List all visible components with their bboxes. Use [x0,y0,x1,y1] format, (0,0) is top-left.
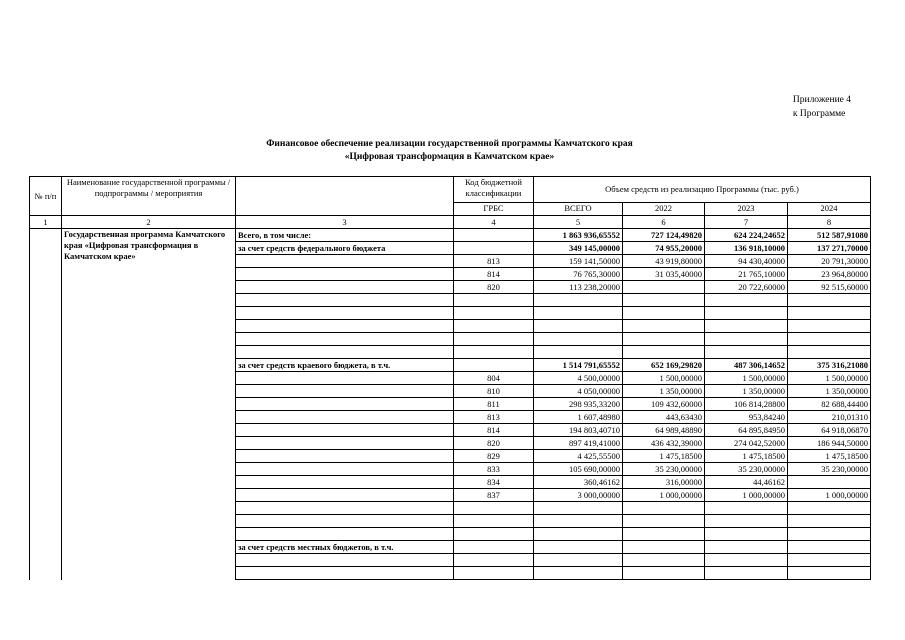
grbs-code [454,567,534,580]
grbs-code [454,333,534,346]
value-2023 [705,320,788,333]
source-label [236,255,454,268]
source-label [236,502,454,515]
value-2022: 443,63430 [623,411,705,424]
value-2022: 109 432,60000 [623,398,705,411]
source-label [236,437,454,450]
total-value [534,515,623,528]
source-label [236,281,454,294]
source-label [236,528,454,541]
grbs-code: 810 [454,385,534,398]
source-label [236,333,454,346]
header-2023: 2023 [705,202,788,215]
value-2024 [788,346,871,359]
value-2022 [623,528,705,541]
value-2022: 64 989,48890 [623,424,705,437]
source-label [236,450,454,463]
header-2024: 2024 [788,202,871,215]
value-2024 [788,541,871,554]
program-name: Государственная программа Камчатского края «Цифровая трансформация в Камчатском крае» [62,229,236,580]
value-2022 [623,320,705,333]
value-2023 [705,554,788,567]
value-2022: 74 955,20000 [623,242,705,255]
value-2024: 23 964,80000 [788,268,871,281]
header-grbs: ГРБС [454,202,534,215]
grbs-code: 811 [454,398,534,411]
total-value: 194 803,40710 [534,424,623,437]
value-2023: 1 350,00000 [705,385,788,398]
header-2022: 2022 [623,202,705,215]
grbs-code [454,359,534,372]
total-value [534,567,623,580]
source-label [236,385,454,398]
header-num: № п/п [30,177,62,216]
value-2023: 1 500,00000 [705,372,788,385]
total-value [534,307,623,320]
header-row-numbers [30,216,871,229]
value-2023 [705,515,788,528]
value-2024: 1 500,00000 [788,372,871,385]
value-2023 [705,502,788,515]
total-value: 3 000,00000 [534,489,623,502]
value-2023: 1 000,00000 [705,489,788,502]
source-label [236,294,454,307]
value-2023 [705,528,788,541]
source-label [236,424,454,437]
value-2022 [623,515,705,528]
value-2022 [623,541,705,554]
value-2024: 186 944,50000 [788,437,871,450]
source-label: за счет средств федерального бюджета [236,242,454,255]
total-value [534,502,623,515]
document-title [0,138,905,164]
value-2023: 44,46162 [705,476,788,489]
source-label: за счет средств краевого бюджета, в т.ч. [236,359,454,372]
source-label [236,372,454,385]
col-num-4: 4 [454,216,534,229]
value-2023 [705,346,788,359]
value-2022: 727 124,49820 [623,229,705,242]
appendix-note [793,93,851,121]
grbs-code: 813 [454,255,534,268]
value-2024 [788,476,871,489]
value-2022 [623,567,705,580]
source-label [236,346,454,359]
value-2022: 1 000,00000 [623,489,705,502]
total-value [534,346,623,359]
value-2023 [705,307,788,320]
value-2022 [623,281,705,294]
source-label [236,268,454,281]
col-num-5: 5 [534,216,623,229]
total-value: 113 238,20000 [534,281,623,294]
value-2023 [705,333,788,346]
col-num-2: 2 [62,216,236,229]
total-value: 4 425,55500 [534,450,623,463]
total-value [534,294,623,307]
grbs-code: 829 [454,450,534,463]
value-2022 [623,333,705,346]
value-2023: 1 475,18500 [705,450,788,463]
total-value: 1 863 936,65552 [534,229,623,242]
total-value: 76 765,30000 [534,268,623,281]
col-num-8: 8 [788,216,871,229]
value-2022: 652 169,29820 [623,359,705,372]
total-value: 349 145,00000 [534,242,623,255]
grbs-code [454,528,534,541]
value-2024 [788,294,871,307]
value-2023: 624 224,24652 [705,229,788,242]
grbs-code [454,541,534,554]
source-label [236,463,454,476]
source-label [236,411,454,424]
header-code: Код бюджетной классификации [454,177,534,203]
value-2024: 64 918,06870 [788,424,871,437]
grbs-code [454,346,534,359]
grbs-code [454,554,534,567]
value-2022: 436 432,39000 [623,437,705,450]
value-2022: 316,00000 [623,476,705,489]
value-2024 [788,567,871,580]
value-2024 [788,333,871,346]
value-2023: 136 918,10000 [705,242,788,255]
source-label [236,567,454,580]
value-2022: 31 035,40000 [623,268,705,281]
value-2022 [623,554,705,567]
grbs-code [454,515,534,528]
source-label [236,320,454,333]
total-value: 298 935,33200 [534,398,623,411]
value-2024: 82 688,44400 [788,398,871,411]
total-value [534,528,623,541]
value-2024 [788,528,871,541]
header-volume: Объем средств из реализацию Программы (тыс. руб.) [534,177,871,203]
grbs-code [454,229,534,242]
value-2024: 137 271,70000 [788,242,871,255]
header-blank [236,177,454,216]
grbs-code: 814 [454,268,534,281]
grbs-code: 813 [454,411,534,424]
value-2022: 1 500,00000 [623,372,705,385]
grbs-code: 820 [454,437,534,450]
total-value: 1 514 791,65552 [534,359,623,372]
appendix-line-2: к Программе [792,109,846,119]
financing-table [29,176,871,580]
value-2023: 487 306,14652 [705,359,788,372]
total-value: 360,46162 [534,476,623,489]
grbs-code: 837 [454,489,534,502]
total-value: 897 419,41000 [534,437,623,450]
value-2023: 64 895,84950 [705,424,788,437]
value-2022 [623,346,705,359]
table-row [30,229,871,242]
source-label [236,476,454,489]
grbs-code: 833 [454,463,534,476]
total-value [534,541,623,554]
value-2023 [705,541,788,554]
value-2024: 35 230,00000 [788,463,871,476]
value-2023 [705,294,788,307]
value-2024: 375 316,21080 [788,359,871,372]
value-2024: 1 000,00000 [788,489,871,502]
value-2024 [788,307,871,320]
value-2022: 1 350,00000 [623,385,705,398]
value-2022: 35 230,00000 [623,463,705,476]
value-2022: 43 919,80000 [623,255,705,268]
appendix-line-1: Приложение 4 [792,95,851,105]
source-label: Всего, в том числе: [236,229,454,242]
value-2024: 92 515,60000 [788,281,871,294]
value-2022: 1 475,18500 [623,450,705,463]
value-2023: 21 765,10000 [705,268,788,281]
col-num-7: 7 [705,216,788,229]
col-num-1: 1 [30,216,62,229]
grbs-code: 804 [454,372,534,385]
value-2023: 274 042,52000 [705,437,788,450]
grbs-code [454,242,534,255]
header-name: Наименование государственной программы / подпрограммы / мероприятия [62,177,236,216]
total-value [534,333,623,346]
col-num-6: 6 [623,216,705,229]
grbs-code [454,294,534,307]
value-2023: 20 722,60000 [705,281,788,294]
value-2024: 1 350,00000 [788,385,871,398]
value-2023 [705,567,788,580]
total-value: 4 050,00000 [534,385,623,398]
grbs-code: 820 [454,281,534,294]
row-number-cell [30,229,62,580]
value-2024: 512 587,91080 [788,229,871,242]
total-value: 4 500,00000 [534,372,623,385]
header-row-1 [30,177,871,203]
value-2022 [623,307,705,320]
grbs-code: 814 [454,424,534,437]
title-line-1: Финансовое обеспечение реализации государственной программы Камчатского края [266,139,633,149]
total-value: 1 607,48980 [534,411,623,424]
value-2024 [788,554,871,567]
total-value: 159 141,50000 [534,255,623,268]
source-label [236,489,454,502]
value-2023: 35 230,00000 [705,463,788,476]
value-2024 [788,320,871,333]
grbs-code: 834 [454,476,534,489]
value-2023: 106 814,28800 [705,398,788,411]
total-value [534,554,623,567]
value-2024 [788,502,871,515]
grbs-code [454,502,534,515]
value-2023: 953,84240 [705,411,788,424]
value-2024 [788,515,871,528]
value-2024: 210,01310 [788,411,871,424]
source-label [236,554,454,567]
col-num-3: 3 [236,216,454,229]
value-2024: 1 475,18500 [788,450,871,463]
value-2022 [623,294,705,307]
source-label: за счет средств местных бюджетов, в т.ч. [236,541,454,554]
title-line-2: «Цифровая трансформация в Камчатском крае» [344,152,555,162]
value-2023: 94 430,40000 [705,255,788,268]
total-value: 105 690,00000 [534,463,623,476]
source-label [236,398,454,411]
source-label [236,515,454,528]
total-value [534,320,623,333]
grbs-code [454,320,534,333]
value-2022 [623,502,705,515]
source-label [236,307,454,320]
grbs-code [454,307,534,320]
header-total: ВСЕГО [534,202,623,215]
value-2024: 20 791,30000 [788,255,871,268]
